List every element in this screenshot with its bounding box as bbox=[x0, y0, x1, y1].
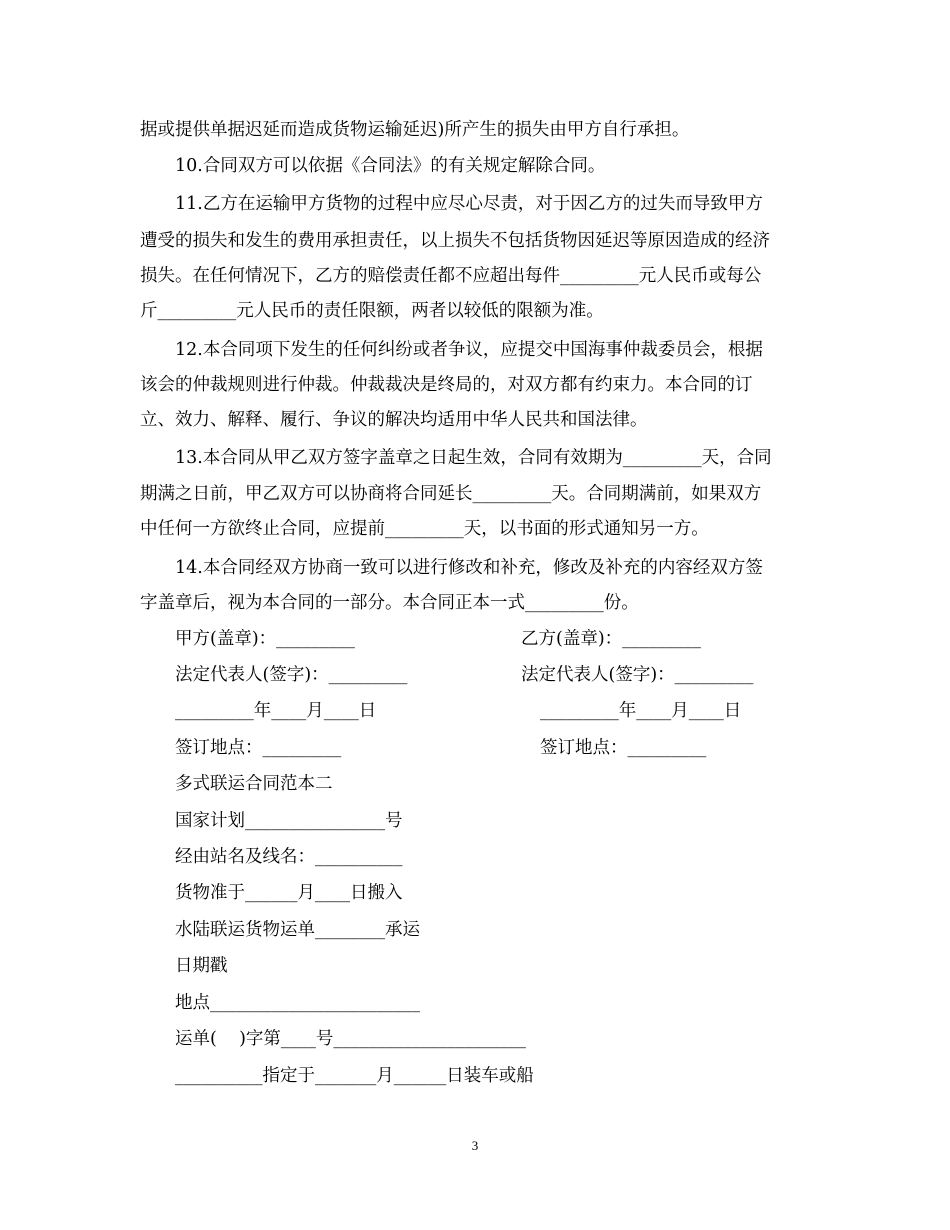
paragraph-10: 10.合同双方可以依据《合同法》的有关规定解除合同。 bbox=[175, 156, 606, 176]
paragraph-12-line-2: 该会的仲裁规则进行仲裁。仲裁裁决是终局的，对双方都有约束力。本合同的订 bbox=[140, 375, 753, 395]
paragraph-14-line-1: 14.本合同经双方协商一致可以进行修改和补充，修改及补充的内容经双方签 bbox=[175, 558, 763, 578]
paragraph-11-line-1: 11.乙方在运输甲方货物的过程中应尽心尽责，对于因乙方的过失而导致甲方 bbox=[175, 194, 763, 214]
party-a-signing-place: 签订地点：_________ bbox=[175, 738, 342, 758]
paragraph-13-line-1: 13.本合同从甲乙双方签字盖章之日起生效，合同有效期为_________天，合同 bbox=[175, 448, 772, 468]
party-a-representative: 法定代表人(签字)：_________ bbox=[175, 665, 408, 685]
paragraph-11-line-3: 损失。在任何情况下，乙方的赔偿责任都不应超出每件_________元人民币或每公 bbox=[140, 266, 762, 286]
party-a-date: _________年____月____日 bbox=[175, 701, 377, 721]
waybill-carrier-field: 水陆联运货物运单________承运 bbox=[175, 920, 420, 940]
national-plan-field: 国家计划________________号 bbox=[175, 811, 403, 831]
paragraph-13-line-3: 中任何一方欲终止合同，应提前_________天，以书面的形式通知另一方。 bbox=[140, 519, 709, 539]
loading-date-field: __________指定于_______月______日装车或船 bbox=[175, 1066, 534, 1086]
sample-2-title: 多式联运合同范本二 bbox=[175, 774, 333, 794]
party-b-date: _________年____月____日 bbox=[540, 701, 742, 721]
party-a-seal: 甲方(盖章)：_________ bbox=[175, 629, 355, 649]
date-stamp-label: 日期戳 bbox=[175, 956, 228, 976]
move-in-date-field: 货物准于______月____日搬入 bbox=[175, 883, 403, 903]
paragraph-14-line-2: 字盖章后，视为本合同的一部分。本合同正本一式_________份。 bbox=[140, 593, 639, 613]
paragraph-11-line-2: 遭受的损失和发生的费用承担责任，以上损失不包括货物因延迟等原因造成的经济 bbox=[140, 231, 770, 251]
party-b-signing-place: 签订地点：_________ bbox=[540, 738, 707, 758]
waybill-number-field: 运单( )字第____号______________________ bbox=[175, 1029, 526, 1049]
location-field: 地点________________________ bbox=[175, 993, 420, 1013]
paragraph-13-line-2: 期满之日前，甲乙双方可以协商将合同延长_________天。合同期满前，如果双方 bbox=[140, 484, 762, 504]
paragraph-11-line-4: 斤_________元人民币的责任限额，两者以较低的限额为准。 bbox=[140, 301, 604, 321]
paragraph-12-line-3: 立、效力、解释、履行、争议的解决均适用中华人民共和国法律。 bbox=[140, 410, 648, 430]
route-field: 经由站名及线名：__________ bbox=[175, 847, 403, 867]
paragraph-12-line-1: 12.本合同项下发生的任何纠纷或者争议，应提交中国海事仲裁委员会，根据 bbox=[175, 340, 763, 360]
party-b-representative: 法定代表人(签字)：_________ bbox=[521, 665, 754, 685]
paragraph-9-tail: 据或提供单据迟延而造成货物运输延迟)所产生的损失由甲方自行承担。 bbox=[140, 120, 690, 140]
page-number: 3 bbox=[471, 1138, 479, 1153]
party-b-seal: 乙方(盖章)：_________ bbox=[521, 629, 701, 649]
